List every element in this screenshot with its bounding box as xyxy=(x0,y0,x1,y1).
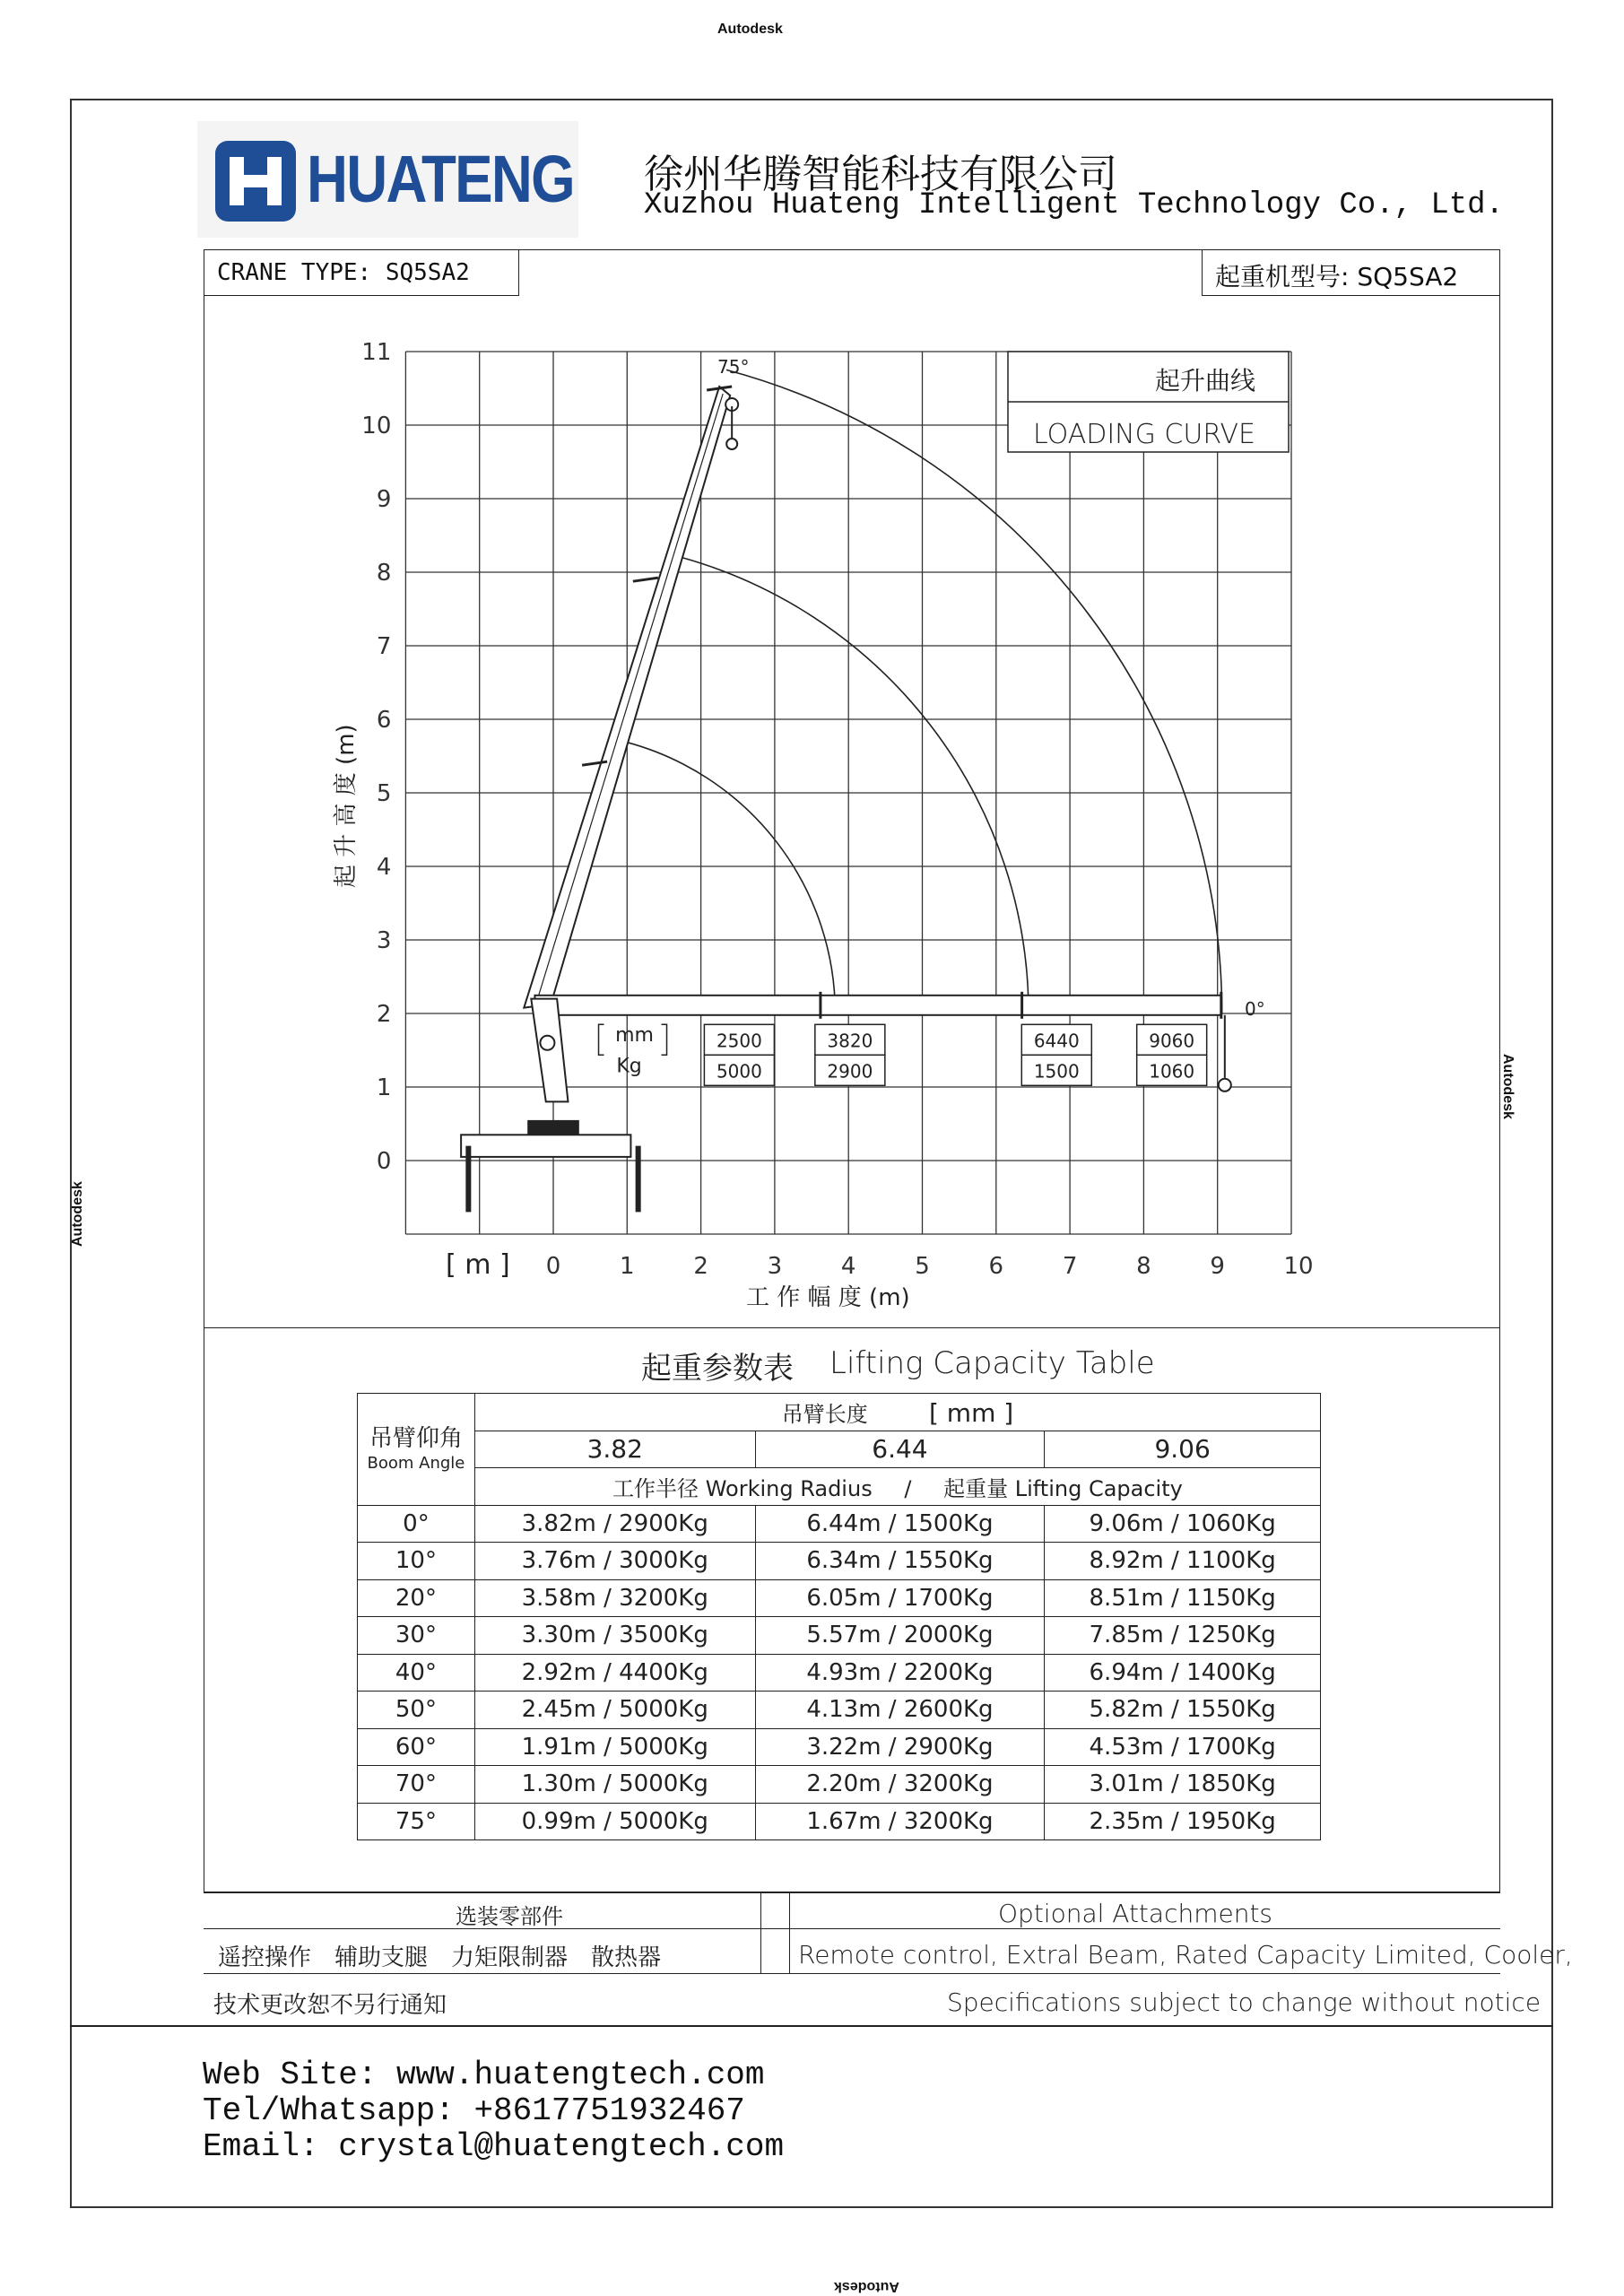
boom-0deg xyxy=(534,996,1220,1015)
capacity-cell: 3.01m / 1850Kg xyxy=(1045,1766,1321,1804)
subheader-cn1: 工作半径 xyxy=(612,1475,699,1501)
contact-email: Email: crystal@huatengtech.com xyxy=(203,2128,785,2165)
subheader-cell xyxy=(474,1468,1320,1506)
watermark-right: Autodesk xyxy=(1500,1054,1515,1119)
company-name-cn: 徐州华腾智能科技有限公司 xyxy=(644,152,1117,197)
angle-header-cn: 吊臂仰角 xyxy=(369,1425,463,1453)
optional-items-cn: 遥控操作 辅助支腿 力矩限制器 散热器 xyxy=(218,1944,662,1971)
capacity-cell: 2.45m / 5000Kg xyxy=(474,1692,755,1729)
table-header-row xyxy=(358,1394,1321,1431)
table-row xyxy=(358,1505,1321,1543)
y-tick-label: 0 xyxy=(376,1148,392,1175)
x-tick-label: 0 xyxy=(545,1253,561,1280)
load-value-mm: 3820 xyxy=(827,1030,873,1052)
table-row xyxy=(358,1617,1321,1655)
chart-title-cn: 起升曲线 xyxy=(1154,366,1255,396)
angle-cell: 60° xyxy=(358,1728,475,1766)
boom-length-unit: [ mm ] xyxy=(928,1397,1014,1428)
x-tick-label: 3 xyxy=(767,1253,783,1280)
capacity-cell: 3.58m / 3200Kg xyxy=(474,1579,755,1617)
capacity-cell: 6.44m / 1500Kg xyxy=(755,1505,1045,1543)
capacity-cell: 2.92m / 4400Kg xyxy=(474,1654,755,1692)
angle-cell: 0° xyxy=(358,1505,475,1543)
load-value-kg: 1060 xyxy=(1149,1060,1195,1083)
loading-curve-3 xyxy=(726,370,1222,1013)
brand-name: HUATENG xyxy=(307,142,574,216)
capacity-cell: 1.30m / 5000Kg xyxy=(474,1766,755,1804)
table-title-en: Lifting Capacity Table xyxy=(829,1345,1155,1381)
angle-cell: 50° xyxy=(358,1692,475,1729)
capacity-cell: 1.67m / 3200Kg xyxy=(755,1803,1045,1840)
unit-label-mm: mm xyxy=(615,1024,654,1048)
table-title-cn: 起重参数表 xyxy=(641,1351,794,1387)
boom-section-joint xyxy=(707,387,732,390)
y-tick-label: 2 xyxy=(376,1001,392,1028)
table-row xyxy=(358,1579,1321,1617)
title-box-bg2 xyxy=(934,755,1289,927)
x-tick-label: 10 xyxy=(1283,1253,1314,1280)
y-tick-label: 4 xyxy=(376,854,392,881)
length-cell: 6.44 xyxy=(755,1431,1045,1468)
watermark-bottom: Autodesk xyxy=(834,2279,899,2294)
footer-divider xyxy=(70,2025,1553,2027)
table-row xyxy=(358,1654,1321,1692)
y-axis-label: 起 升 高 度 (m) xyxy=(333,724,360,888)
length-cell: 3.82 xyxy=(474,1431,755,1468)
capacity-cell: 4.13m / 2600Kg xyxy=(755,1692,1045,1729)
capacity-cell: 5.82m / 1550Kg xyxy=(1045,1692,1321,1729)
chart-title-en: LOADING CURVE xyxy=(1032,419,1255,450)
crane-type-cn-text: 起重机型号: SQ5SA2 xyxy=(1215,262,1459,291)
capacity-cell: 6.34m / 1550Kg xyxy=(755,1543,1045,1580)
capacity-cell: 5.57m / 2000Kg xyxy=(755,1617,1045,1655)
x-tick-label: 9 xyxy=(1210,1253,1225,1280)
opt-divider-2 xyxy=(789,1892,790,1973)
capacity-cell: 2.20m / 3200Kg xyxy=(755,1766,1045,1804)
capacity-cell: 4.53m / 1700Kg xyxy=(1045,1728,1321,1766)
y-tick-label: 1 xyxy=(376,1074,392,1101)
loading-curve-2 xyxy=(676,556,1029,1013)
boom-section-joint xyxy=(633,578,658,581)
x-tick-label: 2 xyxy=(693,1253,708,1280)
loading-curve-1 xyxy=(626,742,835,1013)
table-row xyxy=(358,1692,1321,1729)
x-tick-label: 7 xyxy=(1062,1253,1078,1280)
capacity-cell: 3.22m / 2900Kg xyxy=(755,1728,1045,1766)
angle-label-0: 0° xyxy=(1245,998,1265,1020)
capacity-cell: 6.05m / 1700Kg xyxy=(755,1579,1045,1617)
angle-cell: 75° xyxy=(358,1803,475,1840)
angle-label-75: 75° xyxy=(717,356,750,378)
opt-top-line xyxy=(204,1892,1500,1893)
table-row xyxy=(358,1766,1321,1804)
subheader-row xyxy=(358,1468,1321,1506)
x-tick-label: 4 xyxy=(840,1253,856,1280)
hook-0deg xyxy=(1219,1079,1231,1091)
load-value-mm: 2500 xyxy=(716,1030,762,1052)
x-tick-label: 8 xyxy=(1136,1253,1151,1280)
watermark-left: Autodesk xyxy=(70,1181,85,1247)
notice-en: Specifications subject to change without notice xyxy=(947,1987,1541,2017)
chart-load-boxes xyxy=(599,1024,1207,1085)
x-tick-label: 1 xyxy=(620,1253,635,1280)
load-value-mm: 6440 xyxy=(1033,1030,1080,1052)
watermark-top: Autodesk xyxy=(717,22,783,37)
contact-block xyxy=(203,2057,784,2165)
optional-title-cn: 选装零部件 xyxy=(456,1904,563,1929)
angle-cell: 20° xyxy=(358,1579,475,1617)
y-tick-label: 7 xyxy=(376,633,392,660)
capacity-cell: 8.92m / 1100Kg xyxy=(1045,1543,1321,1580)
subheader-en2: Lifting Capacity xyxy=(1014,1475,1183,1501)
boom-75deg-inner-line xyxy=(536,394,723,1003)
boom-length-label: 吊臂长度 xyxy=(781,1401,868,1427)
capacity-cell: 7.85m / 1250Kg xyxy=(1045,1617,1321,1655)
crane-drawing xyxy=(461,387,1231,1212)
boom-length-header xyxy=(474,1394,1320,1431)
capacity-cell: 0.99m / 5000Kg xyxy=(474,1803,755,1840)
length-cell: 9.06 xyxy=(1045,1431,1321,1468)
y-tick-label: 11 xyxy=(361,339,392,366)
opt-mid-line xyxy=(204,1928,1500,1929)
opt-divider-1 xyxy=(760,1892,761,1973)
load-value-kg: 5000 xyxy=(716,1060,762,1083)
capacity-cell: 3.82m / 2900Kg xyxy=(474,1505,755,1543)
capacity-cell: 6.94m / 1400Kg xyxy=(1045,1654,1321,1692)
x-tick-label: 6 xyxy=(988,1253,1004,1280)
subheader-en1: Working Radius xyxy=(705,1475,873,1501)
hook xyxy=(726,439,737,449)
chart-grid xyxy=(405,352,1291,1234)
capacity-cell: 1.91m / 5000Kg xyxy=(474,1728,755,1766)
subheader-cn2: 起重量 xyxy=(943,1475,1009,1501)
load-value-kg: 1500 xyxy=(1033,1060,1080,1083)
capacity-rows xyxy=(358,1505,1321,1840)
load-value-mm: 9060 xyxy=(1149,1030,1195,1052)
crane-base xyxy=(461,1135,630,1157)
y-tick-label: 8 xyxy=(376,560,392,587)
optional-title-en: Optional Attachments xyxy=(998,1899,1273,1928)
capacity-cell: 3.76m / 3000Kg xyxy=(474,1543,755,1580)
y-tick-label: 3 xyxy=(376,927,392,954)
chart-divider xyxy=(204,1327,1500,1328)
angle-cell: 70° xyxy=(358,1766,475,1804)
angle-cell: 10° xyxy=(358,1543,475,1580)
x-axis-label: 工 作 幅 度 (m) xyxy=(746,1284,910,1311)
company-name-en: Xuzhou Huateng Intelligent Technology Co., Ltd. xyxy=(644,188,1504,222)
capacity-cell: 8.51m / 1150Kg xyxy=(1045,1579,1321,1617)
angle-header-en: Boom Angle xyxy=(367,1453,465,1473)
subheader-sep: / xyxy=(904,1475,912,1501)
lifting-capacity-table xyxy=(357,1393,1321,1840)
angle-cell: 40° xyxy=(358,1654,475,1692)
angle-header-cell xyxy=(358,1394,475,1506)
table-row xyxy=(358,1543,1321,1580)
x-tick-label: 5 xyxy=(915,1253,930,1280)
optional-items-en: Remote control, Extral Beam, Rated Capacity Limited, Cooler, xyxy=(798,1940,1573,1970)
y-tick-label: 10 xyxy=(361,413,392,439)
boom-lengths-row xyxy=(358,1431,1321,1468)
crane-type-en-text: CRANE TYPE: SQ5SA2 xyxy=(217,259,470,286)
x-unit-label: [ m ] xyxy=(446,1249,510,1281)
unit-bracket-right xyxy=(662,1024,667,1055)
y-tick-label: 5 xyxy=(376,780,392,807)
table-row xyxy=(358,1803,1321,1840)
capacity-cell: 9.06m / 1060Kg xyxy=(1045,1505,1321,1543)
capacity-cell: 3.30m / 3500Kg xyxy=(474,1617,755,1655)
table-row xyxy=(358,1728,1321,1766)
capacity-cell: 2.35m / 1950Kg xyxy=(1045,1803,1321,1840)
notice-cn: 技术更改恕不另行通知 xyxy=(213,1992,447,2019)
unit-label-kg: Kg xyxy=(616,1055,642,1078)
chart-curves xyxy=(626,370,1221,1013)
y-tick-label: 9 xyxy=(376,486,392,513)
opt-bottom-line xyxy=(204,1973,1500,1974)
column-pivot xyxy=(540,1036,554,1050)
angle-cell: 30° xyxy=(358,1617,475,1655)
contact-website: Web Site: www.huatengtech.com xyxy=(203,2057,765,2093)
slew-unit xyxy=(527,1120,579,1135)
y-tick-label: 6 xyxy=(376,707,392,734)
load-value-kg: 2900 xyxy=(827,1060,873,1083)
contact-tel: Tel/Whatsapp: +8617751932467 xyxy=(203,2092,745,2129)
capacity-cell: 4.93m / 2200Kg xyxy=(755,1654,1045,1692)
unit-bracket-left xyxy=(599,1024,604,1055)
